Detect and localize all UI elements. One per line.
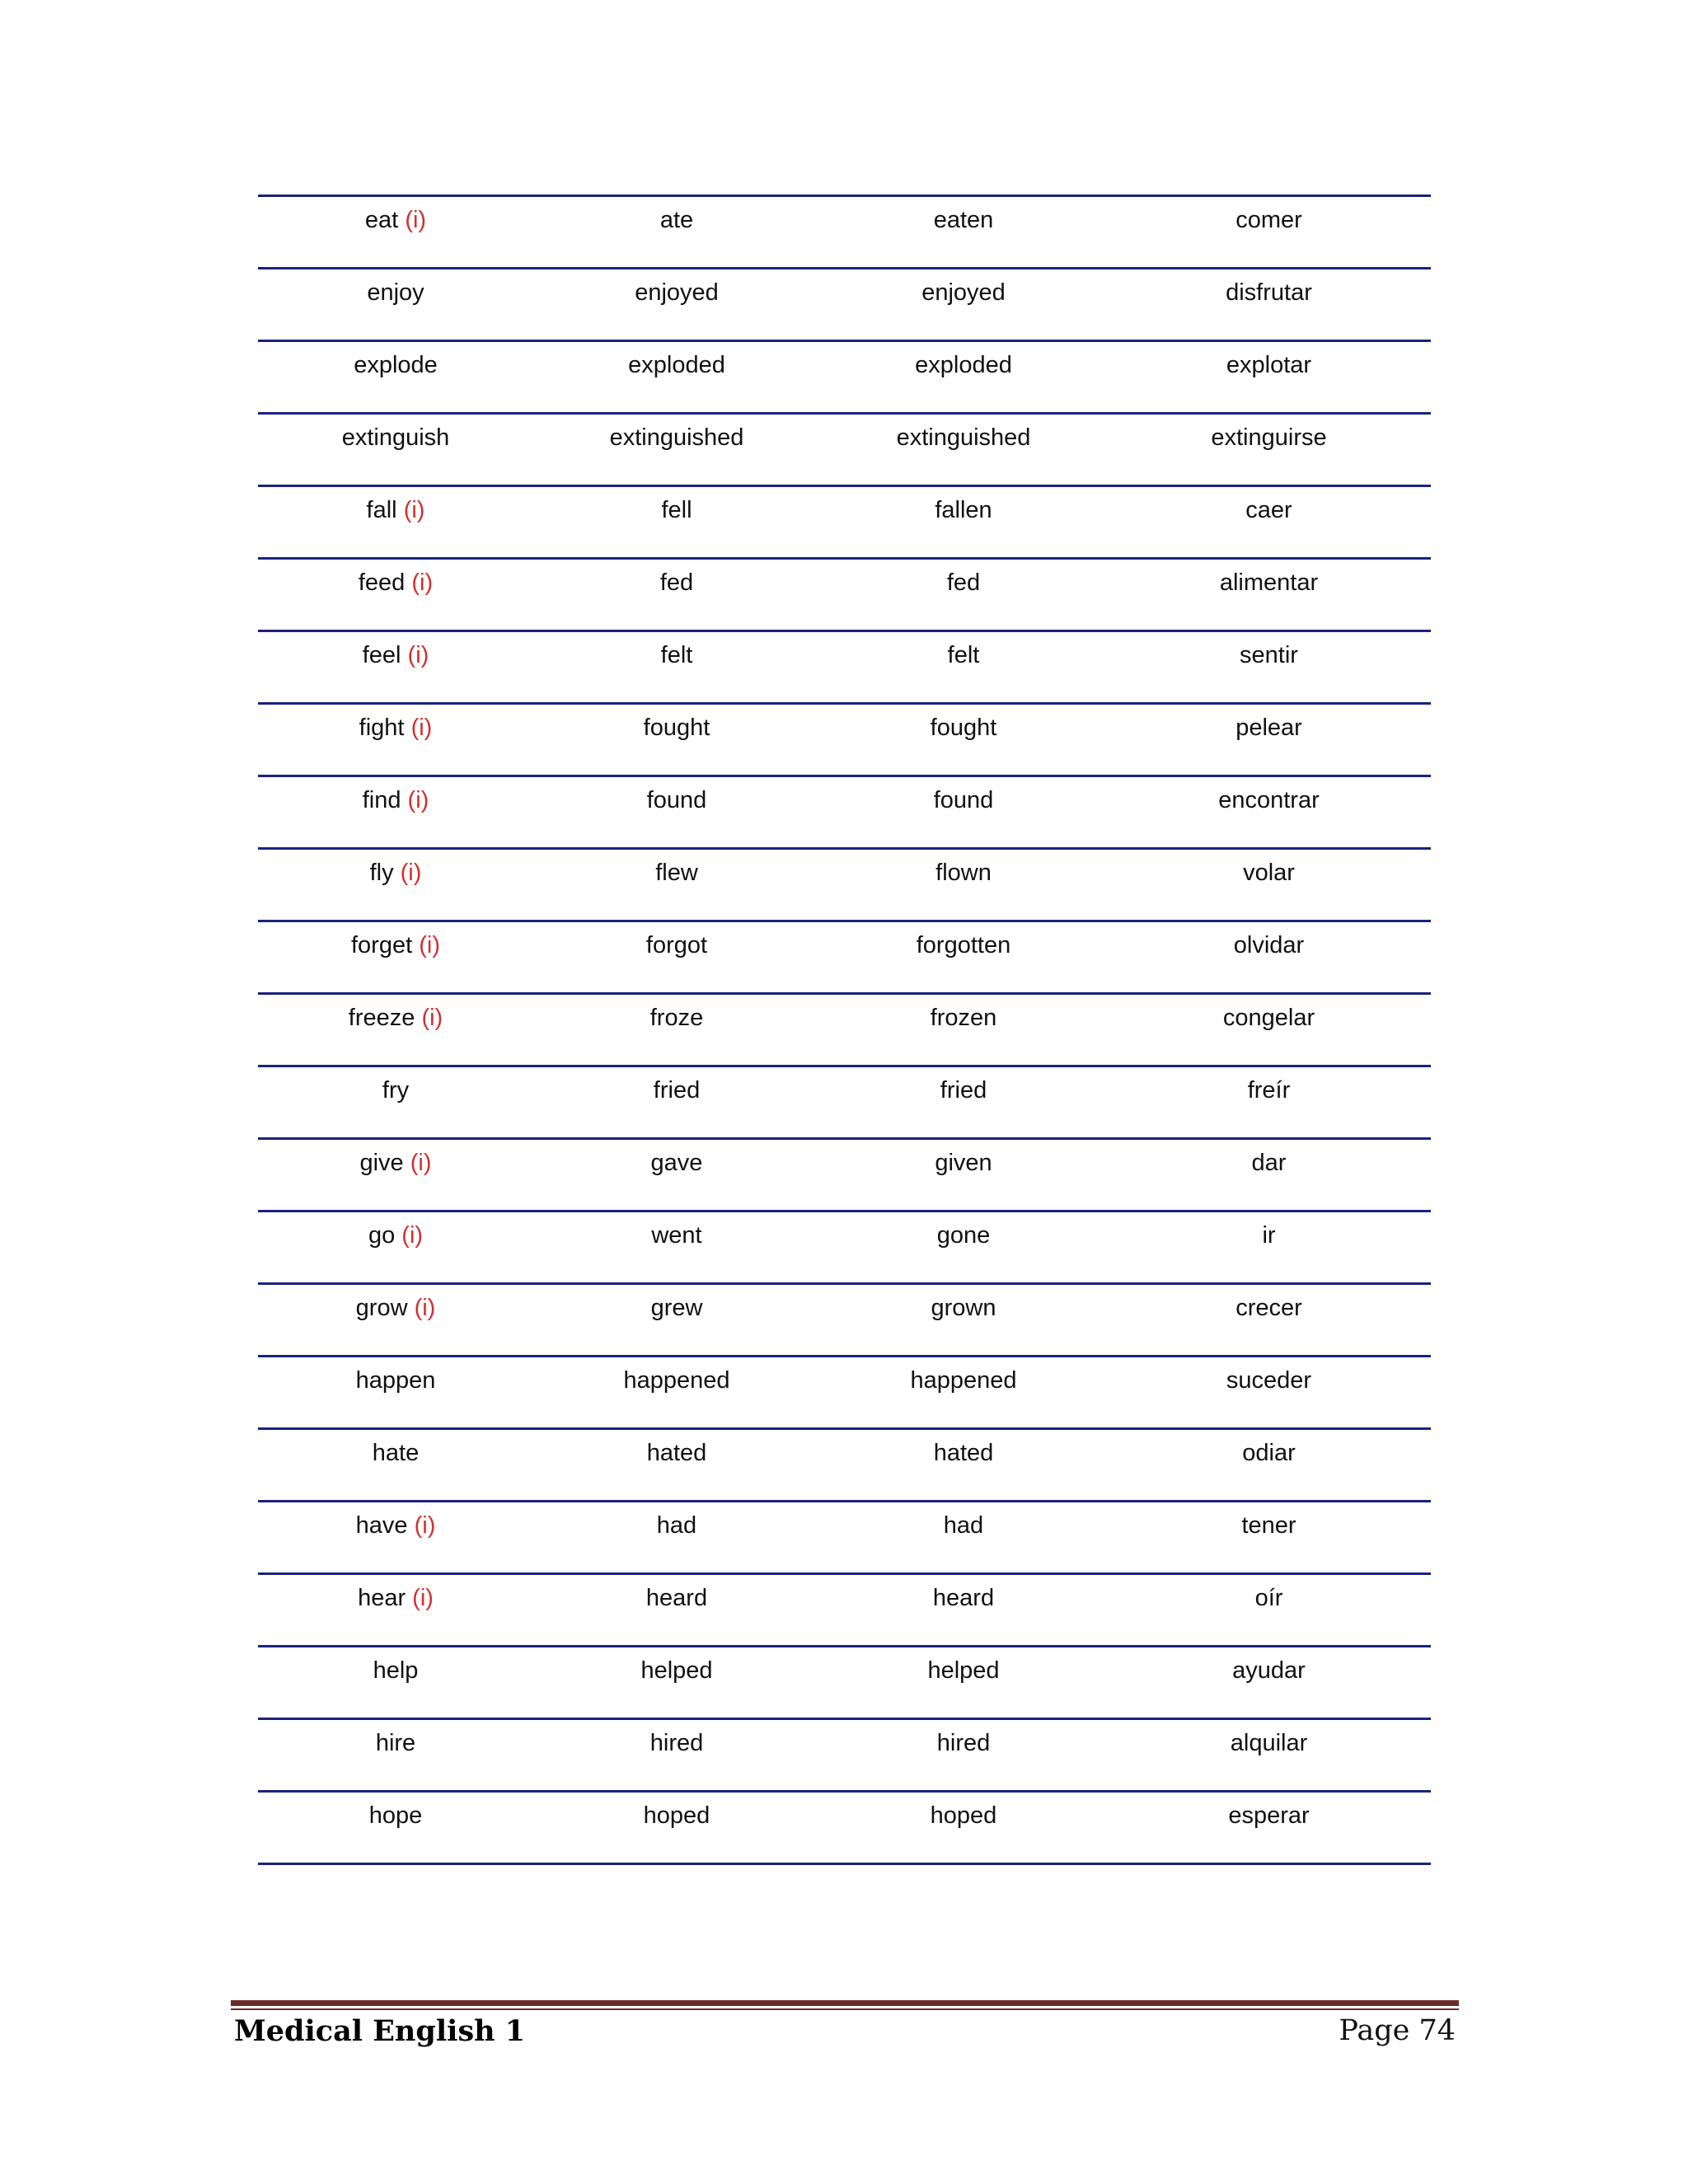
table-row: [258, 1429, 1431, 1502]
spanish-translation: pelear: [1107, 704, 1431, 776]
past-form: felt: [533, 631, 820, 704]
past-participle: given: [820, 1139, 1107, 1212]
past-form: fried: [533, 1066, 820, 1139]
base-form: happen: [355, 1367, 436, 1394]
table-row: [258, 1792, 1431, 1864]
base-form: eat: [364, 207, 399, 233]
base-form-cell: [258, 921, 533, 994]
base-form-cell: [258, 849, 533, 921]
spanish-translation: alquilar: [1107, 1719, 1431, 1792]
base-form-cell: [258, 341, 533, 414]
footer-rule: [231, 2000, 1459, 2006]
base-form-cell: [258, 631, 533, 704]
irregular-mark: (i): [410, 715, 433, 741]
irregular-mark: (i): [414, 1512, 436, 1539]
past-form: exploded: [533, 341, 820, 414]
table-row: [258, 1574, 1431, 1647]
table-row: [258, 776, 1431, 849]
page-number: Page 74: [1339, 2014, 1456, 2047]
base-form-cell: [258, 486, 533, 559]
irregular-mark: (i): [411, 569, 434, 596]
base-form: find: [362, 787, 401, 813]
base-form: explode: [354, 352, 438, 378]
past-participle: fought: [820, 704, 1107, 776]
base-form: fly: [369, 860, 394, 886]
past-participle: had: [820, 1502, 1107, 1574]
past-form: hated: [533, 1429, 820, 1502]
past-form: heard: [533, 1574, 820, 1647]
spanish-translation: crecer: [1107, 1284, 1431, 1357]
base-form-cell: [258, 1284, 533, 1357]
irregular-mark: (i): [400, 860, 422, 886]
spanish-translation: odiar: [1107, 1429, 1431, 1502]
past-form: forgot: [533, 921, 820, 994]
irregular-mark: (i): [410, 1150, 432, 1176]
past-participle: found: [820, 776, 1107, 849]
spanish-translation: extinguirse: [1107, 414, 1431, 486]
spanish-translation: ayudar: [1107, 1647, 1431, 1719]
base-form: hate: [372, 1440, 420, 1466]
base-form-cell: [258, 559, 533, 631]
past-form: enjoyed: [533, 269, 820, 341]
spanish-translation: congelar: [1107, 994, 1431, 1066]
footer-title: Medical English 1: [234, 2014, 526, 2048]
past-participle: heard: [820, 1574, 1107, 1647]
verb-table: [258, 194, 1431, 1865]
past-participle: forgotten: [820, 921, 1107, 994]
table-row: [258, 196, 1431, 269]
spanish-translation: oír: [1107, 1574, 1431, 1647]
spanish-translation: ir: [1107, 1212, 1431, 1284]
past-participle: gone: [820, 1212, 1107, 1284]
table-row: [258, 1139, 1431, 1212]
past-participle: frozen: [820, 994, 1107, 1066]
spanish-translation: disfrutar: [1107, 269, 1431, 341]
base-form-cell: [258, 196, 533, 269]
table-row: [258, 1212, 1431, 1284]
footer-rule-thin: [231, 2008, 1459, 2010]
past-participle: eaten: [820, 196, 1107, 269]
table-row: [258, 704, 1431, 776]
table-row: [258, 849, 1431, 921]
table-row: [258, 994, 1431, 1066]
past-participle: helped: [820, 1647, 1107, 1719]
past-form: helped: [533, 1647, 820, 1719]
past-participle: happened: [820, 1357, 1107, 1429]
base-form: forget: [351, 932, 413, 958]
base-form: fall: [366, 497, 397, 523]
base-form: hope: [368, 1802, 423, 1829]
spanish-translation: dar: [1107, 1139, 1431, 1212]
past-form: ate: [533, 196, 820, 269]
table-row: [258, 1502, 1431, 1574]
base-form-cell: [258, 1792, 533, 1864]
past-participle: extinguished: [820, 414, 1107, 486]
base-form: fight: [359, 715, 405, 741]
spanish-translation: suceder: [1107, 1357, 1431, 1429]
spanish-translation: tener: [1107, 1502, 1431, 1574]
verb-table-body: [258, 196, 1431, 1864]
spanish-translation: olvidar: [1107, 921, 1431, 994]
past-participle: fallen: [820, 486, 1107, 559]
base-form: feed: [358, 569, 406, 596]
past-form: happened: [533, 1357, 820, 1429]
past-form: extinguished: [533, 414, 820, 486]
past-form: fought: [533, 704, 820, 776]
past-participle: fried: [820, 1066, 1107, 1139]
past-form: found: [533, 776, 820, 849]
base-form-cell: [258, 1357, 533, 1429]
past-participle: exploded: [820, 341, 1107, 414]
table-row: [258, 1357, 1431, 1429]
spanish-translation: freír: [1107, 1066, 1431, 1139]
base-form: help: [373, 1657, 419, 1684]
past-form: fell: [533, 486, 820, 559]
spanish-translation: encontrar: [1107, 776, 1431, 849]
irregular-mark: (i): [405, 207, 427, 233]
base-form: hear: [358, 1585, 406, 1611]
base-form-cell: [258, 1429, 533, 1502]
table-row: [258, 1066, 1431, 1139]
base-form-cell: [258, 1574, 533, 1647]
past-participle: flown: [820, 849, 1107, 921]
base-form: go: [368, 1222, 396, 1249]
base-form-cell: [258, 414, 533, 486]
base-form: grow: [355, 1295, 408, 1321]
table-row: [258, 921, 1431, 994]
base-form: enjoy: [367, 279, 424, 306]
base-form: fry: [382, 1077, 410, 1104]
past-form: froze: [533, 994, 820, 1066]
irregular-mark: (i): [401, 1222, 424, 1249]
base-form: extinguish: [341, 424, 450, 451]
irregular-mark: (i): [407, 787, 429, 813]
spanish-translation: alimentar: [1107, 559, 1431, 631]
irregular-mark: (i): [419, 932, 440, 958]
irregular-mark: (i): [403, 497, 425, 523]
spanish-translation: caer: [1107, 486, 1431, 559]
base-form-cell: [258, 1139, 533, 1212]
past-participle: fed: [820, 559, 1107, 631]
spanish-translation: esperar: [1107, 1792, 1431, 1864]
base-form-cell: [258, 994, 533, 1066]
table-row: [258, 631, 1431, 704]
spanish-translation: sentir: [1107, 631, 1431, 704]
spanish-translation: volar: [1107, 849, 1431, 921]
base-form-cell: [258, 1647, 533, 1719]
table-row: [258, 486, 1431, 559]
past-form: went: [533, 1212, 820, 1284]
past-participle: hired: [820, 1719, 1107, 1792]
table-row: [258, 1719, 1431, 1792]
irregular-mark: (i): [414, 1295, 436, 1321]
spanish-translation: comer: [1107, 196, 1431, 269]
irregular-mark: (i): [412, 1585, 434, 1611]
base-form-cell: [258, 1502, 533, 1574]
past-participle: hated: [820, 1429, 1107, 1502]
irregular-mark: (i): [421, 1005, 443, 1031]
table-row: [258, 1284, 1431, 1357]
past-form: fed: [533, 559, 820, 631]
table-row: [258, 559, 1431, 631]
past-form: flew: [533, 849, 820, 921]
base-form-cell: [258, 269, 533, 341]
base-form-cell: [258, 704, 533, 776]
past-form: gave: [533, 1139, 820, 1212]
past-form: hoped: [533, 1792, 820, 1864]
base-form: freeze: [348, 1005, 415, 1031]
table-row: [258, 414, 1431, 486]
past-form: had: [533, 1502, 820, 1574]
past-form: grew: [533, 1284, 820, 1357]
base-form-cell: [258, 776, 533, 849]
base-form-cell: [258, 1212, 533, 1284]
base-form: have: [355, 1512, 408, 1539]
table-row: [258, 269, 1431, 341]
base-form-cell: [258, 1719, 533, 1792]
spanish-translation: explotar: [1107, 341, 1431, 414]
past-participle: felt: [820, 631, 1107, 704]
table-row: [258, 1647, 1431, 1719]
base-form: give: [359, 1150, 404, 1176]
past-participle: grown: [820, 1284, 1107, 1357]
base-form-cell: [258, 1066, 533, 1139]
past-form: hired: [533, 1719, 820, 1792]
base-form: feel: [362, 642, 401, 668]
past-participle: hoped: [820, 1792, 1107, 1864]
table-row: [258, 341, 1431, 414]
past-participle: enjoyed: [820, 269, 1107, 341]
base-form: hire: [375, 1730, 416, 1756]
irregular-mark: (i): [407, 642, 429, 668]
